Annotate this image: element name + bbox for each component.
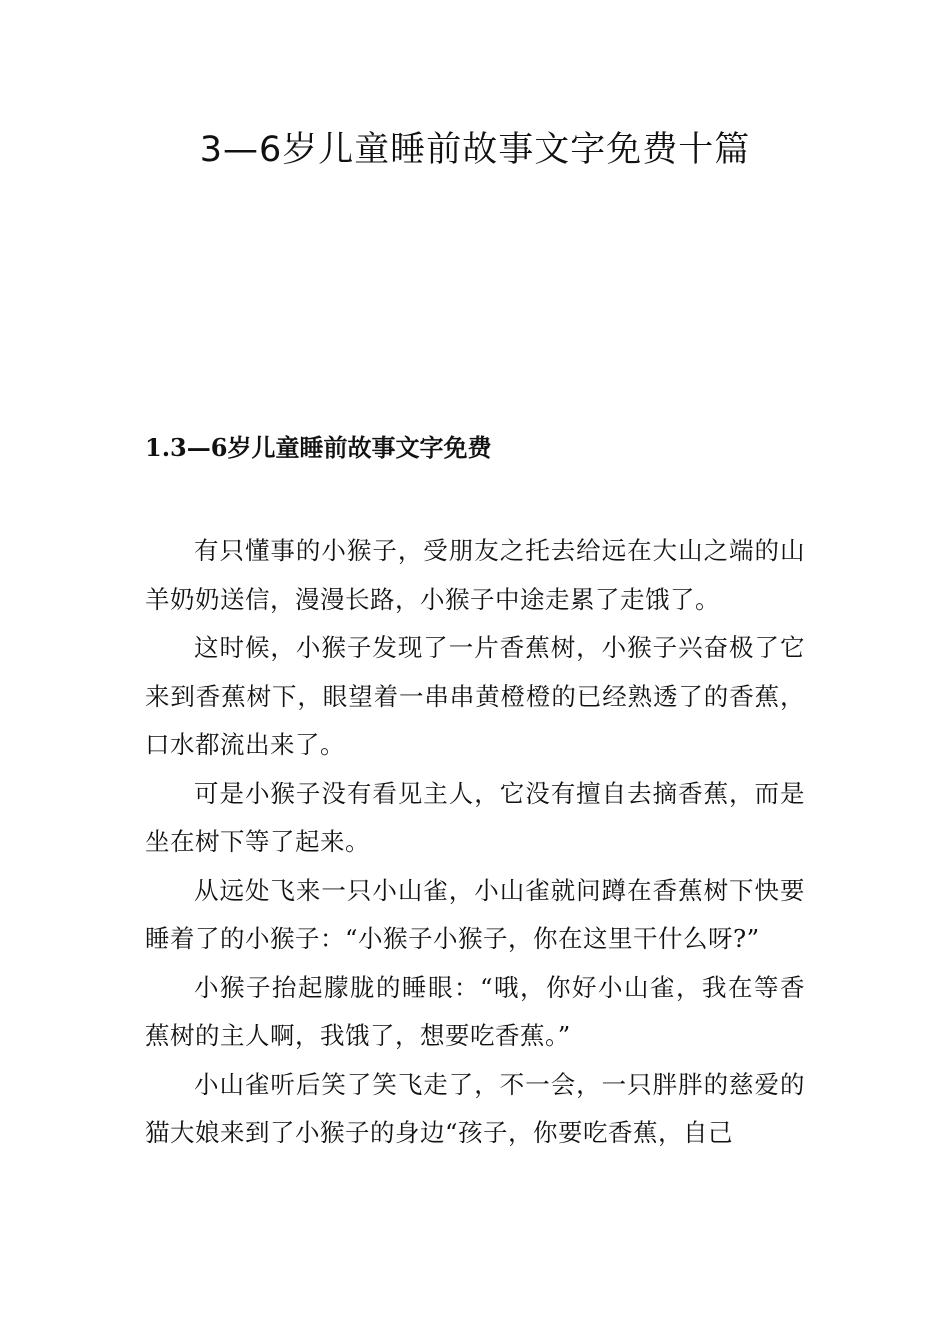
section-heading: 1.3—6岁儿童睡前故事文字免费 [145,433,492,462]
document-title: 3—6岁儿童睡前故事文字免费十篇 [199,130,751,170]
story-paragraph: 从远处飞来一只小山雀，小山雀就问蹲在香蕉树下快要睡着了的小猴子：“小猴子小猴子，你在这里干什么呀?” [145,875,805,953]
story-paragraph: 小猴子抬起朦胧的睡眼：“哦，你好小山雀，我在等香蕉树的主人啊，我饿了，想要吃香蕉。” [145,972,805,1050]
story-body [145,527,805,1158]
story-paragraph: 可是小猴子没有看见主人，它没有擅自去摘香蕉，而是坐在树下等了起来。 [145,778,805,856]
story-paragraph: 这时候，小猴子发现了一片香蕉树，小猴子兴奋极了它来到香蕉树下，眼望着一串串黄橙橙的已经熟透了的香蕉，口水都流出来了。 [145,633,805,759]
story-paragraph: 小山雀听后笑了笑飞走了，不一会，一只胖胖的慈爱的猫大娘来到了小猴子的身边“孩子，你要吃香蕉，自己 [145,1069,805,1147]
story-paragraph: 有只懂事的小猴子，受朋友之托去给远在大山之端的山羊奶奶送信，漫漫长路，小猴子中途走累了走饿了。 [145,536,805,614]
